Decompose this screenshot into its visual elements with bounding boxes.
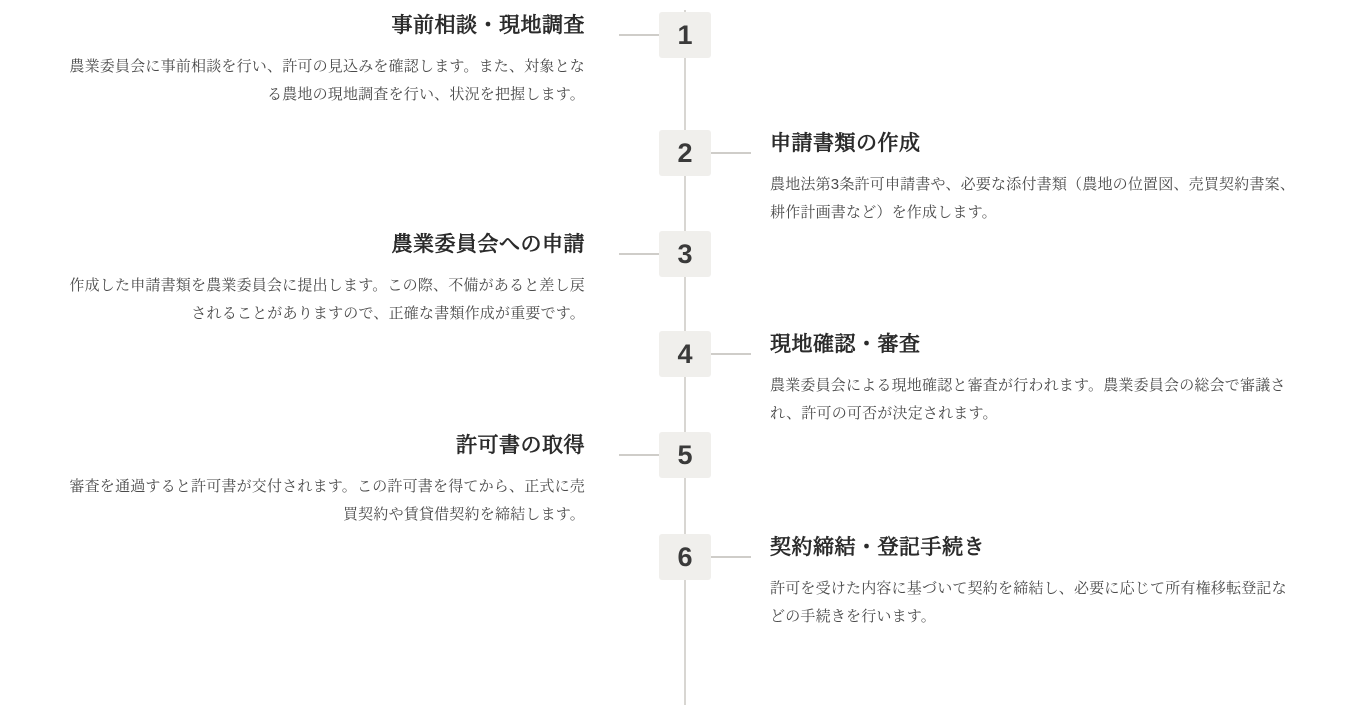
- connector-line-2: [711, 152, 751, 154]
- step-content-1: [55, 12, 585, 109]
- step-number-badge-6: 6: [659, 534, 711, 580]
- step-title-5: 許可書の取得: [456, 434, 585, 457]
- step-description-2: 農地法第3条許可申請書や、必要な添付書類（農地の位置図、売買契約書案、耕作計画書など）を作成します。: [770, 176, 1296, 222]
- step-title-2: 申請書類の作成: [770, 132, 921, 155]
- connector-line-6: [711, 556, 751, 558]
- step-number-badge-2: 2: [659, 130, 711, 176]
- step-content-2: [770, 130, 1300, 227]
- step-title-6: 契約締結・登記手続き: [770, 536, 985, 559]
- step-description-3: 作成した申請書類を農業委員会に提出します。この際、不備があると差し戻されることがありますので、正確な書類作成が重要です。: [69, 277, 585, 323]
- step-content-3: [55, 231, 585, 328]
- connector-line-3: [619, 253, 659, 255]
- step-title-1: 事前相談・現地調査: [391, 14, 585, 37]
- step-content-4: [770, 331, 1300, 428]
- connector-line-4: [711, 353, 751, 355]
- step-description-1: 農業委員会に事前相談を行い、許可の見込みを確認します。また、対象となる農地の現地調査を行い、状況を把握します。: [69, 58, 585, 104]
- step-number-badge-3: 3: [659, 231, 711, 277]
- step-number-badge-4: 4: [659, 331, 711, 377]
- step-number-badge-5: 5: [659, 432, 711, 478]
- connector-line-1: [619, 34, 659, 36]
- step-description-6: 許可を受けた内容に基づいて契約を締結し、必要に応じて所有権移転登記などの手続きを行います。: [770, 580, 1287, 626]
- step-description-4: 農業委員会による現地確認と審査が行われます。農業委員会の総会で審議され、許可の可否が決定されます。: [770, 377, 1286, 423]
- step-description-5: 審査を通過すると許可書が交付されます。この許可書を得てから、正式に売買契約や賃貸借契約を締結します。: [69, 478, 585, 524]
- step-title-4: 現地確認・審査: [770, 333, 921, 356]
- connector-line-5: [619, 454, 659, 456]
- step-number-badge-1: 1: [659, 12, 711, 58]
- step-title-3: 農業委員会への申請: [391, 233, 585, 256]
- step-content-6: [770, 534, 1300, 631]
- step-content-5: [55, 432, 585, 529]
